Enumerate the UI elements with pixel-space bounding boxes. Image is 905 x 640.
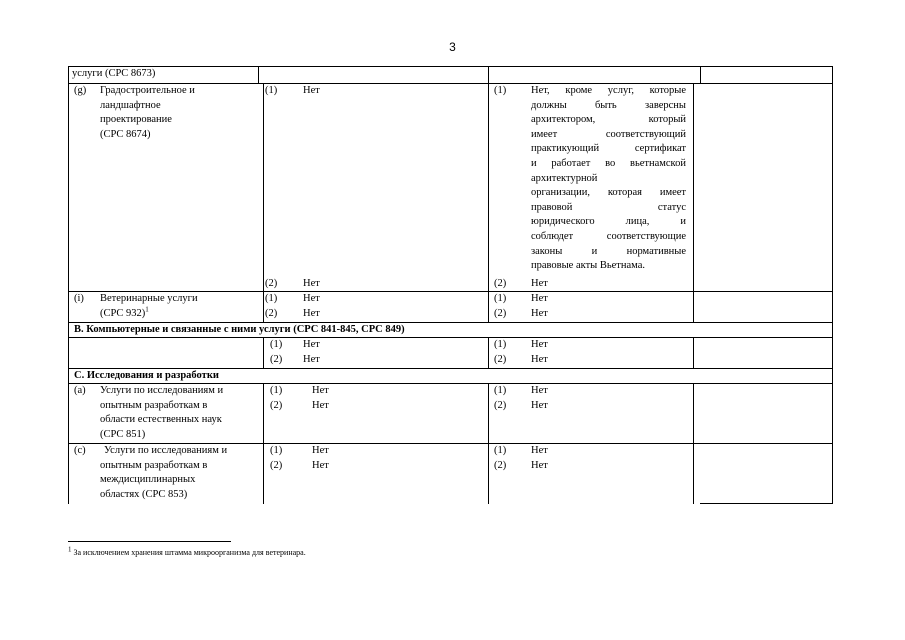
commitment-line: юридического лица, и: [531, 216, 686, 228]
commitment-text: Нет: [303, 278, 320, 289]
commitment-text: Нет: [531, 459, 548, 471]
table-rule: [68, 66, 69, 83]
commitment-text: Нет: [312, 385, 329, 396]
commitment-text: Нет: [531, 445, 548, 456]
sector-text: области естественных наук: [100, 414, 222, 426]
sector-text: опытным разработкам в: [100, 399, 208, 411]
commitment-line: правовые акты Вьетнама.: [531, 260, 646, 272]
mode-number: (2): [494, 307, 507, 319]
footnote-reference: 1: [145, 305, 149, 314]
table-rule: [488, 383, 489, 504]
sector-text: Градостроительное и: [100, 85, 195, 96]
sector-text: Ветеринарные услуги: [100, 293, 198, 304]
mode-number: (1): [494, 293, 507, 304]
mode-number: (1): [494, 385, 507, 396]
mode-number: (2): [270, 399, 283, 411]
table-rule: [68, 368, 69, 504]
commitment-line: организации, которая имеет: [531, 187, 686, 199]
table-rule: [832, 322, 833, 368]
sector-text: [100, 307, 149, 322]
table-rule: [700, 66, 701, 83]
commitment-text: Нет: [531, 399, 548, 411]
commitment-text: Нет: [312, 445, 329, 456]
commitment-text: Нет: [303, 85, 320, 96]
footnote: [68, 545, 306, 557]
mode-number: (1): [494, 85, 507, 96]
sector-marker: (c): [74, 445, 86, 456]
commitment-line: соблюдет соответствующие: [531, 231, 686, 242]
table-rule: [263, 83, 264, 322]
sector-marker: (g): [74, 85, 87, 96]
section-heading: C. Исследования и разработки: [74, 369, 219, 381]
table-rule: [832, 66, 833, 83]
commitment-text: Нет: [531, 339, 548, 350]
sector-text: (CPC 8674): [100, 128, 151, 140]
commitment-line: архитектором, который: [531, 114, 686, 126]
commitment-text: Нет: [312, 459, 329, 471]
sector-text: (CPC 851): [100, 428, 146, 440]
sector-marker: (a): [74, 385, 86, 396]
table-rule: [68, 322, 69, 368]
table-rule: [258, 66, 259, 83]
commitment-text: Нет: [531, 385, 548, 396]
mode-number: (2): [265, 278, 278, 289]
commitment-text: Нет: [303, 307, 320, 319]
table-rule: [832, 368, 833, 504]
sector-text: Услуги по исследованиям и: [104, 445, 228, 456]
commitment-line: архитектурной: [531, 172, 598, 184]
footnote-number: 1: [68, 545, 72, 554]
commitment-line: должны быть заверсны: [531, 99, 686, 111]
commitment-line: законы и нормативные: [531, 245, 686, 257]
table-rule: [693, 83, 694, 322]
footnote-separator: [68, 541, 231, 542]
mode-number: (1): [270, 445, 283, 456]
commitment-text: Нет: [303, 339, 320, 350]
commitment-line: практикующий сертификат: [531, 143, 686, 155]
commitment-line: Нет, кроме услуг, которые: [531, 85, 686, 96]
table-rule: [68, 337, 833, 338]
mode-number: (2): [494, 459, 507, 471]
table-rule: [68, 66, 833, 67]
mode-number: (1): [494, 339, 507, 350]
commitment-line: и работает во вьетнамской: [531, 158, 686, 169]
sector-text: ландшафтное: [100, 99, 161, 111]
table-rule: [263, 383, 264, 504]
mode-number: (2): [494, 278, 507, 289]
section-heading: B. Компьютерные и связанные с ними услуги (CPC 841-845, CPC 849): [74, 323, 405, 335]
commitment-line: имеет соответствующий: [531, 128, 686, 140]
commitment-text: Нет: [303, 353, 320, 365]
mode-number: (2): [265, 307, 278, 319]
mode-number: (1): [270, 385, 283, 396]
table-rule: [68, 83, 69, 322]
commitment-text: Нет: [312, 399, 329, 411]
commitment-text: Нет: [303, 293, 320, 304]
mode-number: (1): [270, 339, 283, 350]
sector-marker: (i): [74, 293, 84, 304]
sector-text: услуги (CPC 8673): [72, 68, 156, 79]
table-rule: [488, 66, 489, 83]
table-rule: [693, 337, 694, 368]
table-rule: [488, 337, 489, 368]
mode-number: (1): [265, 293, 278, 304]
table-rule: [263, 337, 264, 368]
commitment-text: Нет: [531, 278, 548, 289]
sector-text: опытным разработкам в: [100, 459, 208, 471]
mode-number: (1): [494, 445, 507, 456]
sector-text: областях (CPC 853): [100, 488, 188, 500]
table-rule: [693, 383, 694, 504]
table-rule: [832, 83, 833, 322]
commitment-text: Нет: [531, 353, 548, 365]
mode-number: (2): [494, 399, 507, 411]
sector-code: (CPC 932): [100, 307, 146, 319]
mode-number: (2): [270, 459, 283, 471]
mode-number: (2): [494, 353, 507, 365]
page-number: 3: [449, 40, 456, 54]
sector-text: проектирование: [100, 114, 172, 126]
table-rule: [488, 83, 489, 322]
footnote-text: За исключением хранения штамма микроорганизма для ветеринара.: [73, 548, 306, 557]
table-rule: [700, 503, 833, 504]
sector-text: междисциплинарных: [100, 474, 196, 486]
mode-number: (1): [265, 85, 278, 96]
commitment-text: Нет: [531, 307, 548, 319]
sector-text: Услуги по исследованиям и: [100, 385, 224, 396]
mode-number: (2): [270, 353, 283, 365]
commitment-line: правовой статус: [531, 201, 686, 213]
commitment-text: Нет: [531, 293, 548, 304]
